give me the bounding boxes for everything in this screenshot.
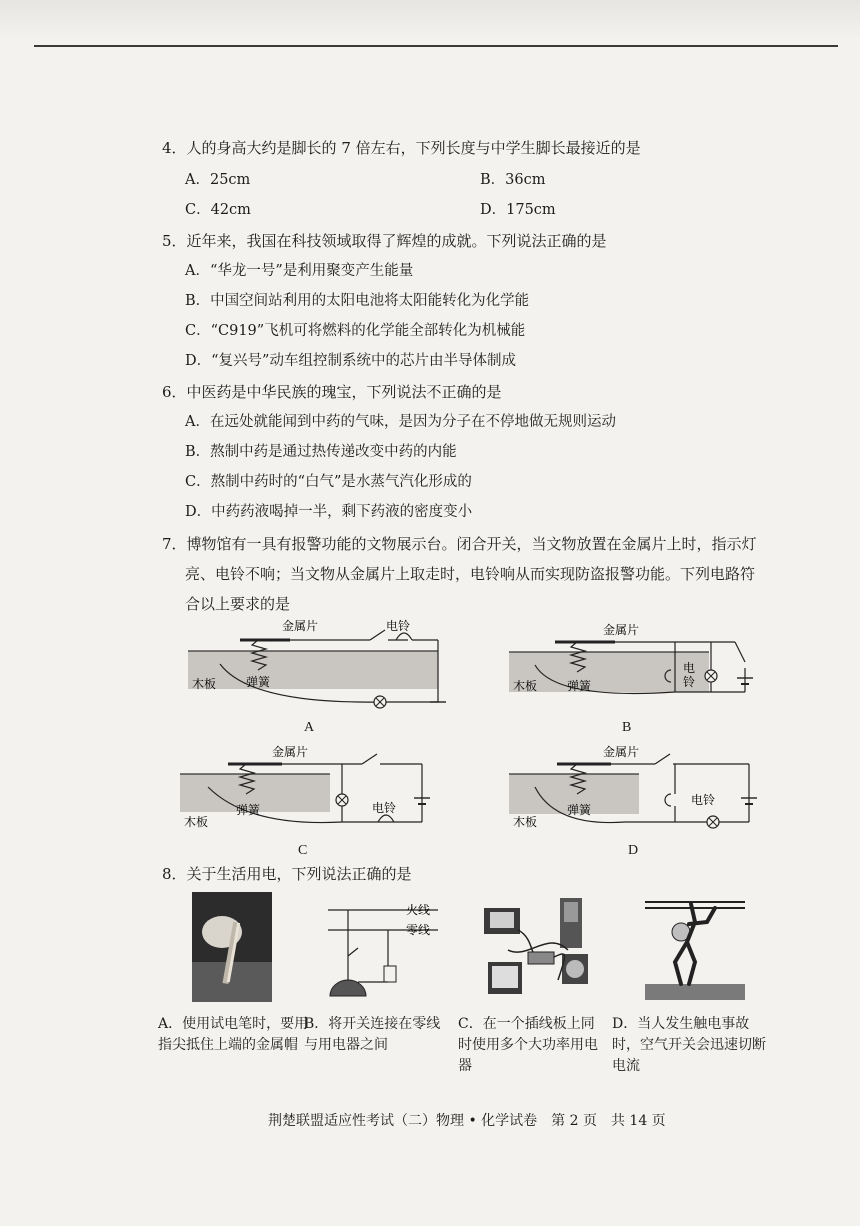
q7-stem-line3: 合以上要求的是 bbox=[185, 595, 291, 613]
power-strip-appliances-illustration bbox=[478, 890, 608, 1002]
circuit-d-diagram bbox=[505, 742, 765, 842]
circuit-c-bell-label: 电铃 bbox=[372, 801, 397, 815]
q6-option-b: B．熬制中药是通过热传递改变中药的内能 bbox=[185, 444, 457, 460]
circuit-c-spring-label: 弹簧 bbox=[236, 803, 261, 817]
circuit-d-label: D bbox=[628, 843, 639, 858]
q6-option-c: C．熬制中药时的“白气”是水蒸气汽化形成的 bbox=[185, 474, 472, 490]
circuit-d-wood-label: 木板 bbox=[513, 815, 538, 829]
page-footer: 荆楚联盟适应性考试（二）物理 • 化学试卷 第 2 页 共 14 页 bbox=[268, 1113, 666, 1129]
q5-option-a: A．“华龙一号”是利用聚变产生能量 bbox=[185, 263, 414, 279]
q4-option-b: B．36cm bbox=[480, 172, 546, 188]
circuit-b-bell-label-1: 电 bbox=[683, 661, 696, 675]
q8-option-a: A．使用试电笔时，要用指尖抵住上端的金属帽 bbox=[158, 1016, 309, 1053]
circuit-c-label: C bbox=[298, 843, 308, 858]
zero-wire-label: 零线 bbox=[406, 923, 431, 937]
fire-wire-label: 火线 bbox=[406, 903, 431, 917]
circuit-d-metal-label: 金属片 bbox=[603, 745, 640, 759]
q8-stem: 8．关于生活用电，下列说法正确的是 bbox=[162, 865, 412, 883]
circuit-a-wood-label: 木板 bbox=[192, 677, 217, 691]
q6-option-d: D．中药药液喝掉一半，剩下药液的密度变小 bbox=[185, 504, 473, 520]
q8-option-b: B．将开关连接在零线与用电器之间 bbox=[304, 1016, 441, 1053]
circuit-c-metal-label: 金属片 bbox=[272, 745, 309, 759]
q5-option-d: D．“复兴号”动车组控制系统中的芯片由半导体制成 bbox=[185, 353, 516, 369]
circuit-a-metal-label: 金属片 bbox=[282, 619, 319, 633]
circuit-d-bell-label: 电铃 bbox=[691, 793, 716, 807]
top-rule bbox=[34, 45, 838, 47]
circuit-d-spring-label: 弹簧 bbox=[567, 803, 592, 817]
scan-shadow bbox=[0, 0, 860, 40]
q4-option-c: C．42cm bbox=[185, 202, 251, 218]
circuit-a-label: A bbox=[304, 720, 315, 735]
circuit-a-diagram bbox=[180, 616, 450, 716]
circuit-c-diagram bbox=[172, 742, 442, 842]
q5-stem: 5．近年来，我国在科技领域取得了辉煌的成就。下列说法正确的是 bbox=[162, 232, 607, 250]
test-pen-photo bbox=[192, 892, 272, 1002]
q8-option-d: D．当人发生触电事故时，空气开关会迅速切断电流 bbox=[612, 1016, 766, 1074]
q4-option-a: A．25cm bbox=[185, 172, 251, 188]
circuit-c-wood-label: 木板 bbox=[184, 815, 209, 829]
q6-option-a: A．在远处就能闻到中药的气味，是因为分子在不停地做无规则运动 bbox=[185, 414, 616, 430]
q6-stem: 6．中医药是中华民族的瑰宝，下列说法不正确的是 bbox=[162, 383, 502, 401]
circuit-b-spring-label: 弹簧 bbox=[567, 679, 592, 693]
q5-option-b: B．中国空间站利用的太阳电池将太阳能转化为化学能 bbox=[185, 293, 530, 309]
electric-shock-illustration bbox=[645, 892, 745, 1000]
q5-option-c: C．“C919”飞机可将燃料的化学能全部转化为机械能 bbox=[185, 323, 526, 339]
circuit-b-wood-label: 木板 bbox=[513, 679, 538, 693]
q4-option-d: D．175cm bbox=[480, 202, 556, 218]
circuit-b-bell-label-2: 铃 bbox=[683, 675, 696, 689]
wiring-diagram bbox=[318, 896, 448, 1008]
q4-stem: 4．人的身高大约是脚长的 7 倍左右，下列长度与中学生脚长最接近的是 bbox=[162, 139, 641, 157]
circuit-b-metal-label: 金属片 bbox=[603, 623, 640, 637]
circuit-a-spring-label: 弹簧 bbox=[246, 675, 271, 689]
q7-stem-line1: 7．博物馆有一具有报警功能的文物展示台。闭合开关，当文物放置在金属片上时，指示灯 bbox=[162, 535, 757, 553]
circuit-a-bell-label: 电铃 bbox=[386, 619, 411, 633]
circuit-b-label: B bbox=[622, 720, 632, 735]
q8-option-c: C．在一个插线板上同时使用多个大功率用电器 bbox=[458, 1016, 598, 1074]
circuit-b-diagram bbox=[505, 620, 755, 720]
q7-stem-line2: 亮、电铃不响；当文物从金属片上取走时，电铃响从而实现防盗报警功能。下列电路符 bbox=[185, 565, 756, 583]
